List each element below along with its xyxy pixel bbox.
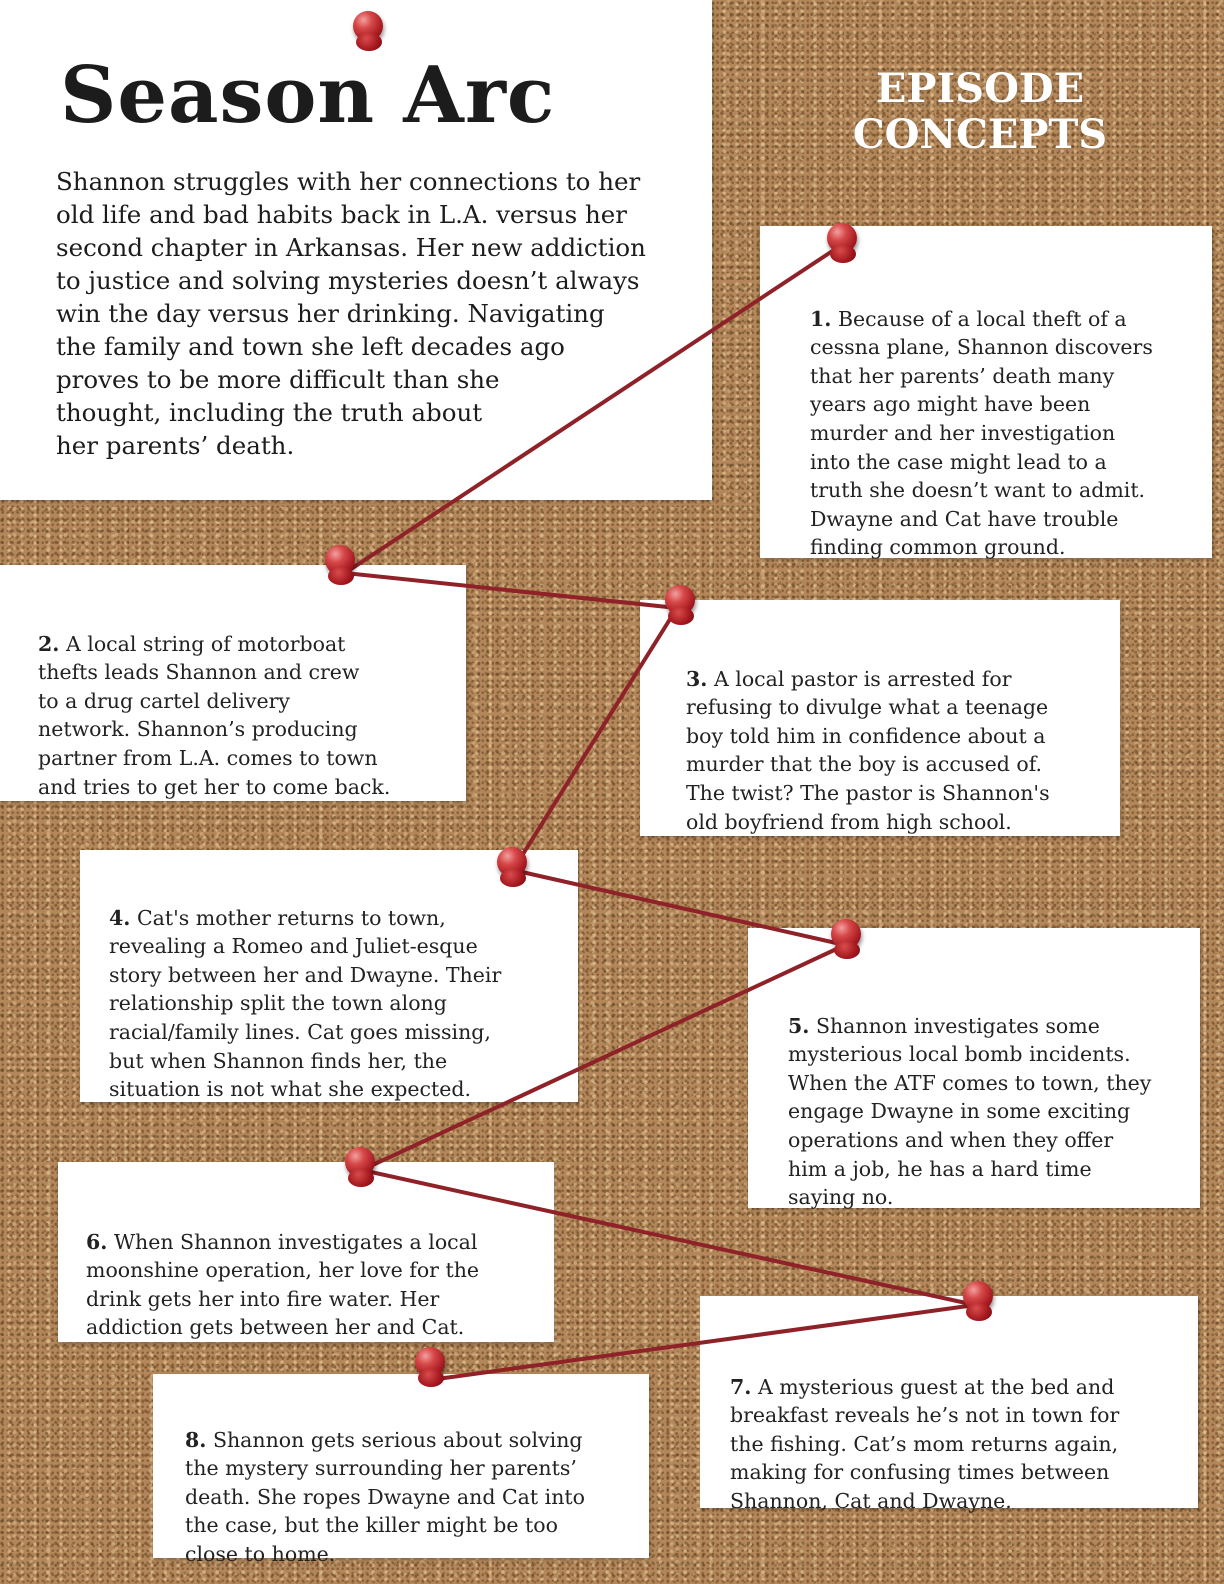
episode-number: 8.	[185, 1427, 207, 1452]
connecting-string-visible	[345, 246, 975, 1380]
episode-concepts-heading: EPISODE CONCEPTS	[852, 65, 1108, 158]
episode-text: A local string of motorboat thefts leads Shannon and crew to a drug cartel delivery network. Shannon’s producing partner from L.A. comes to town and tries to get her to come back.	[38, 631, 391, 799]
page-title: Season Arc	[60, 50, 556, 141]
pushpin-icon	[827, 223, 857, 253]
episode-text: When Shannon investigates a local moonshine operation, her love for the drink gets her into fire water. Her addiction gets between her and Cat.	[86, 1229, 480, 1340]
pushpin-icon	[345, 1147, 375, 1177]
episode-text: Shannon gets serious about solving the mystery surrounding her parents’ death. She ropes Dwayne and Cat into the case, but the killer might be too close to home.	[185, 1427, 585, 1566]
episode-number: 5.	[788, 1013, 810, 1038]
pushpin-icon	[497, 847, 527, 877]
episode-text: A local pastor is arrested for refusing to divulge what a teenage boy told him in confidence about a murder that the boy is accused of. The twist? The pastor is Shannon's old boyfriend from high school.	[686, 666, 1050, 834]
episode-number: 4.	[109, 905, 131, 930]
episode-text: A mysterious guest at the bed and breakfast reveals he’s not in town for the fishing. Cat’s mom returns again, making for confusing times between Shannon, Cat and Dwayne.	[730, 1374, 1120, 1513]
episode-number: 7.	[730, 1374, 752, 1399]
episode-text: Cat's mother returns to town, revealing a Romeo and Juliet-esque story between her and Dwayne. Their relationship split the town along racial/family lines. Cat goes missing, but when Shannon finds her, the situation is not what she expected.	[109, 905, 502, 1102]
episode-number: 1.	[810, 306, 832, 331]
episode-number: 2.	[38, 631, 60, 656]
episode-text: Because of a local theft of a cessna plane, Shannon discovers that her parents’ death many years ago might have been murder and her investigation into the case might lead to a truth she doesn’t want to admit. Dwayne and Cat have trouble finding common ground.	[810, 306, 1153, 560]
episode-text: Shannon investigates some mysterious local bomb incidents. When the ATF comes to town, they engage Dwayne in some exciting operations and when they offer him a job, he has a hard time saying no.	[788, 1013, 1152, 1210]
pushpin-icon	[963, 1281, 993, 1311]
episode-number: 6.	[86, 1229, 108, 1254]
pushpin-icon	[831, 919, 861, 949]
season-arc-description: Shannon struggles with her connections to her old life and bad habits back in L.A. versus her second chapter in Arkansas. Her new addiction to justice and solving mysteries doesn’t always win the day versus her drinking. Navigating the family and town she left decades ago proves to be more difficult than she thought, including the truth about her parents’ death.	[56, 167, 646, 460]
pushpin-icon	[353, 11, 383, 41]
pushpin-icon	[415, 1347, 445, 1377]
pushpin-icon	[665, 585, 695, 615]
pushpin-icon	[325, 545, 355, 575]
episode-number: 3.	[686, 666, 708, 691]
